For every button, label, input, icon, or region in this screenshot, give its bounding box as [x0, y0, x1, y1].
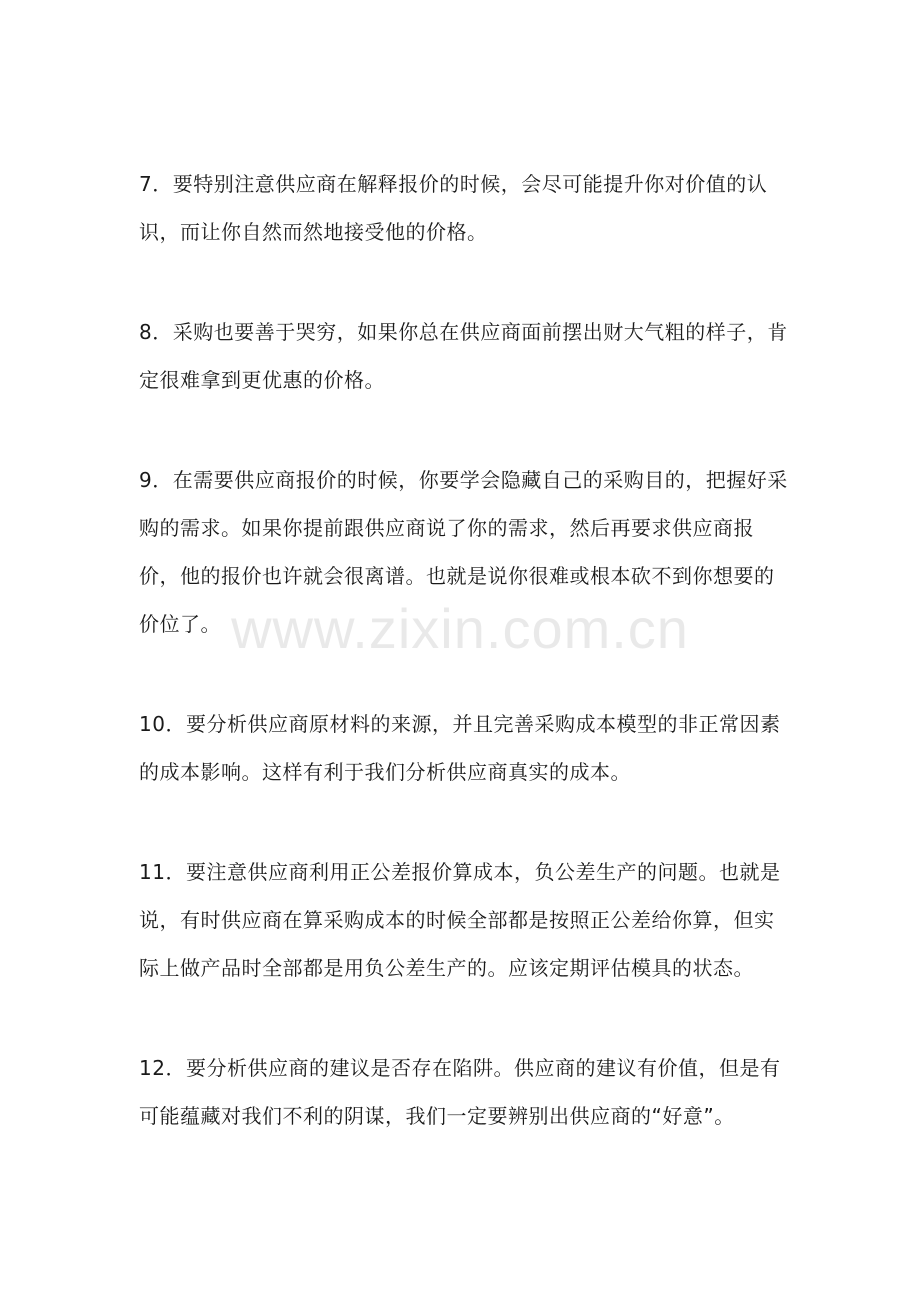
paragraph-item-8: 8．采购也要善于哭穷，如果你总在供应商面前摆出财大气粗的样子，肯定很难拿到更优惠的价格。	[139, 320, 788, 392]
paragraph-item-7: 7．要特别注意供应商在解释报价的时候，会尽可能提升你对价值的认识，而让你自然而然地接受他的价格。	[139, 172, 768, 244]
paragraph-item-9: 9．在需要供应商报价的时候，你要学会隐藏自己的采购目的，把握好采购的需求。如果你提前跟供应商说了你的需求，然后再要求供应商报价，他的报价也许就会很离谱。也就是说你很难或根本砍不到你想要的价位了。	[139, 468, 788, 636]
paragraph-item-10: 10．要分析供应商原材料的来源，并且完善采购成本模型的非正常因素的成本影响。这样有利于我们分析供应商真实的成本。	[139, 712, 781, 784]
watermark: www.zixin.com.cn	[231, 597, 689, 660]
paragraph-item-11: 11．要注意供应商利用正公差报价算成本，负公差生产的问题。也就是说，有时供应商在算采购成本的时候全部都是按照正公差给你算，但实际上做产品时全部都是用负公差生产的。应该定期评估模具的状态。	[139, 860, 781, 980]
paragraph-item-12: 12．要分析供应商的建议是否存在陷阱。供应商的建议有价值，但是有可能蕴藏对我们不利的阴谋，我们一定要辨别出供应商的“好意”。	[139, 1056, 781, 1128]
document-body	[139, 160, 789, 1192]
